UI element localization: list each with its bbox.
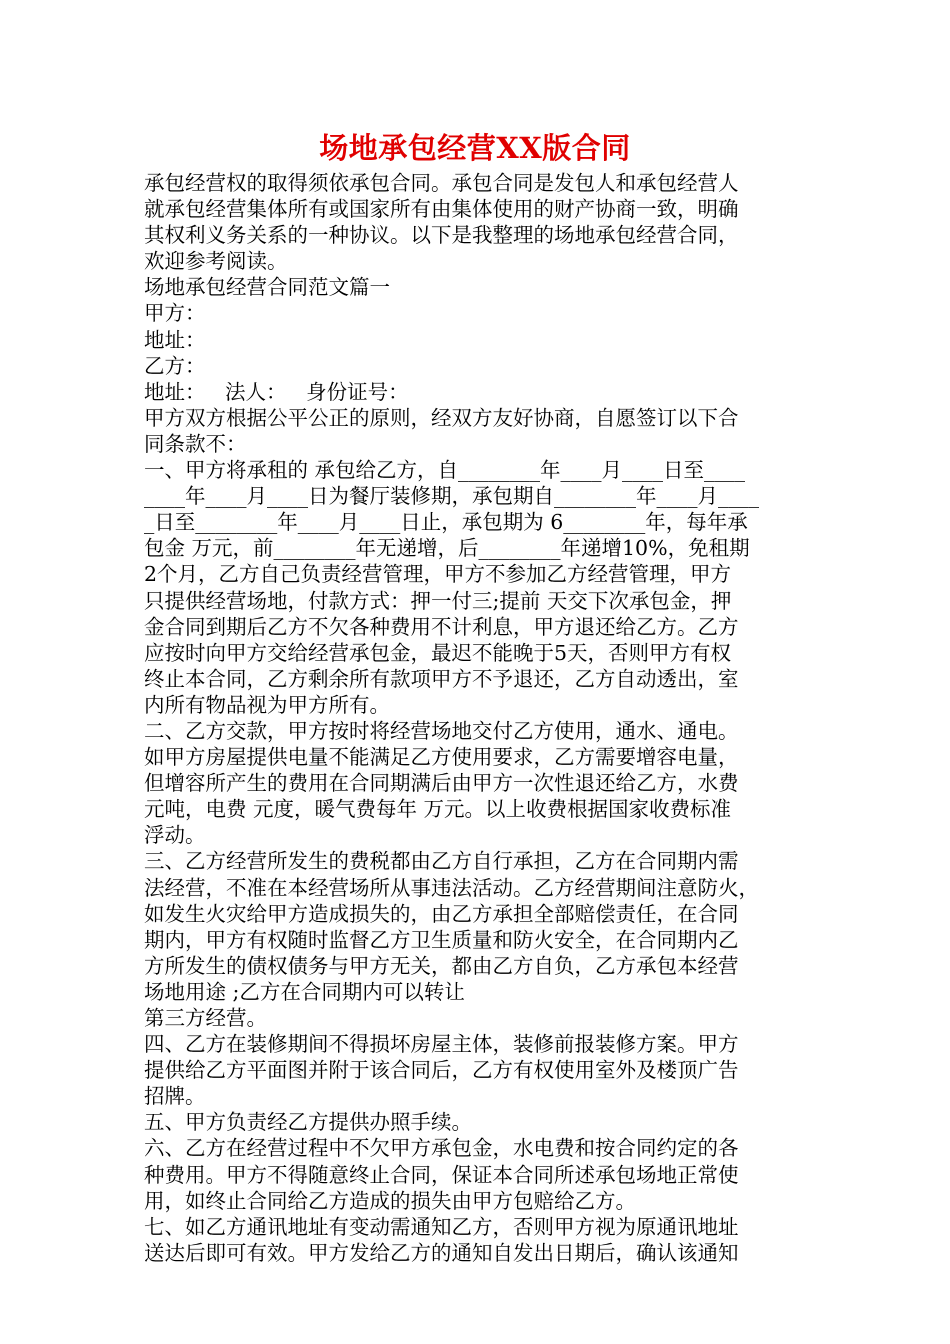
- text-line: 内所有物品视为甲方所有。: [144, 692, 390, 717]
- text-line: 地址：: [144, 327, 206, 352]
- text-line: 乙方：: [144, 353, 206, 378]
- text-line: 场地承包经营合同范文篇一: [144, 275, 390, 300]
- text-line: 元吨，电费 元度，暖气费每年 万元。以上收费根据国家收费标准: [144, 797, 732, 822]
- text-line: 同条款不：: [144, 431, 247, 456]
- text-line: 地址： 法人： 身份证号：: [144, 379, 409, 404]
- text-line: 招牌。: [144, 1084, 206, 1109]
- text-line: 甲方：: [144, 301, 206, 326]
- document-body: [144, 170, 814, 1266]
- text-line: 第三方经营。: [144, 1006, 267, 1030]
- text-line: 甲方双方根据公平公正的原则，经双方友好协商，自愿签订以下合: [144, 405, 739, 430]
- text-line: 终止本合同，乙方剩余所有款项甲方不予退还，乙方自动透出，室: [144, 666, 739, 691]
- text-line: 其权利义务关系的一种协议。以下是我整理的场地承包经营合同，: [144, 223, 739, 248]
- text-line: _日至________年____月____日止，承包期为 6________年，每年承: [144, 510, 748, 535]
- text-line: 如发生火灾给甲方造成损失的，由乙方承担全部赔偿责任，在合同: [144, 901, 739, 926]
- text-line: 二、乙方交款，甲方按时将经营场地交付乙方使用，通水、通电。: [144, 718, 739, 743]
- text-line: 期内，甲方有权随时监督乙方卫生质量和防火安全，在合同期内乙: [144, 927, 739, 952]
- text-line: 五、甲方负责经乙方提供办照手续。: [144, 1110, 472, 1135]
- text-line: 用，如终止合同给乙方造成的损失由甲方包赔给乙方。: [144, 1188, 636, 1213]
- text-line: 如甲方房屋提供电量不能满足乙方使用要求，乙方需要增容电量，: [144, 745, 739, 770]
- text-line: 但增容所产生的费用在合同期满后由甲方一次性退还给乙方，水费: [144, 771, 739, 796]
- text-line: 种费用。甲方不得随意终止合同，保证本合同所述承包场地正常使: [144, 1162, 739, 1187]
- text-line: 2个月，乙方自己负责经营管理，甲方不参加乙方经营管理，甲方: [144, 562, 732, 587]
- text-line: 只提供经营场地，付款方式：押一付三;提前 天交下次承包金，押: [144, 588, 732, 613]
- text-line: 三、乙方经营所发生的费税都由乙方自行承担，乙方在合同期内需: [144, 849, 739, 874]
- text-line: 包金 万元，前________年无递增，后________年递增10%，免租期: [144, 536, 750, 561]
- text-line: 六、乙方在经营过程中不欠甲方承包金，水电费和按合同约定的各: [144, 1136, 739, 1161]
- text-line: 应按时向甲方交给经营承包金，最迟不能晚于5天，否则甲方有权: [144, 640, 732, 665]
- text-line: 一、甲方将承租的 承包给乙方，自________年____月____日至____: [144, 458, 746, 483]
- text-line: 七、如乙方通讯地址有变动需通知乙方，否则甲方视为原通讯地址: [144, 1214, 739, 1239]
- text-line: 法经营，不准在本经营场所从事违法活动。乙方经营期间注意防火，: [144, 875, 759, 900]
- text-line: ____年____月____日为餐厅装修期，承包期自________年____月____: [144, 484, 759, 509]
- text-line: 欢迎参考阅读。: [144, 249, 288, 274]
- text-line: 四、乙方在装修期间不得损坏房屋主体，装修前报装修方案。甲方: [144, 1032, 739, 1057]
- text-line: 方所发生的债权债务与甲方无关，都由乙方自负，乙方承包本经营: [144, 953, 739, 978]
- text-line: 场地用途 ;乙方在合同期内可以转让: [144, 979, 465, 1004]
- text-line: 承包经营权的取得须依承包合同。承包合同是发包人和承包经营人: [144, 171, 739, 195]
- text-line: 提供给乙方平面图并附于该合同后，乙方有权使用室外及楼顶广告: [144, 1058, 739, 1083]
- text-line: 金合同到期后乙方不欠各种费用不计利息，甲方退还给乙方。乙方: [144, 614, 739, 639]
- document-title: 场地承包经营XX版合同: [319, 131, 631, 165]
- text-line: 送达后即可有效。甲方发给乙方的通知自发出日期后，确认该通知: [144, 1240, 739, 1265]
- text-line: 浮动。: [144, 823, 206, 848]
- text-line: 就承包经营集体所有或国家所有由集体使用的财产协商一致，明确: [144, 197, 739, 222]
